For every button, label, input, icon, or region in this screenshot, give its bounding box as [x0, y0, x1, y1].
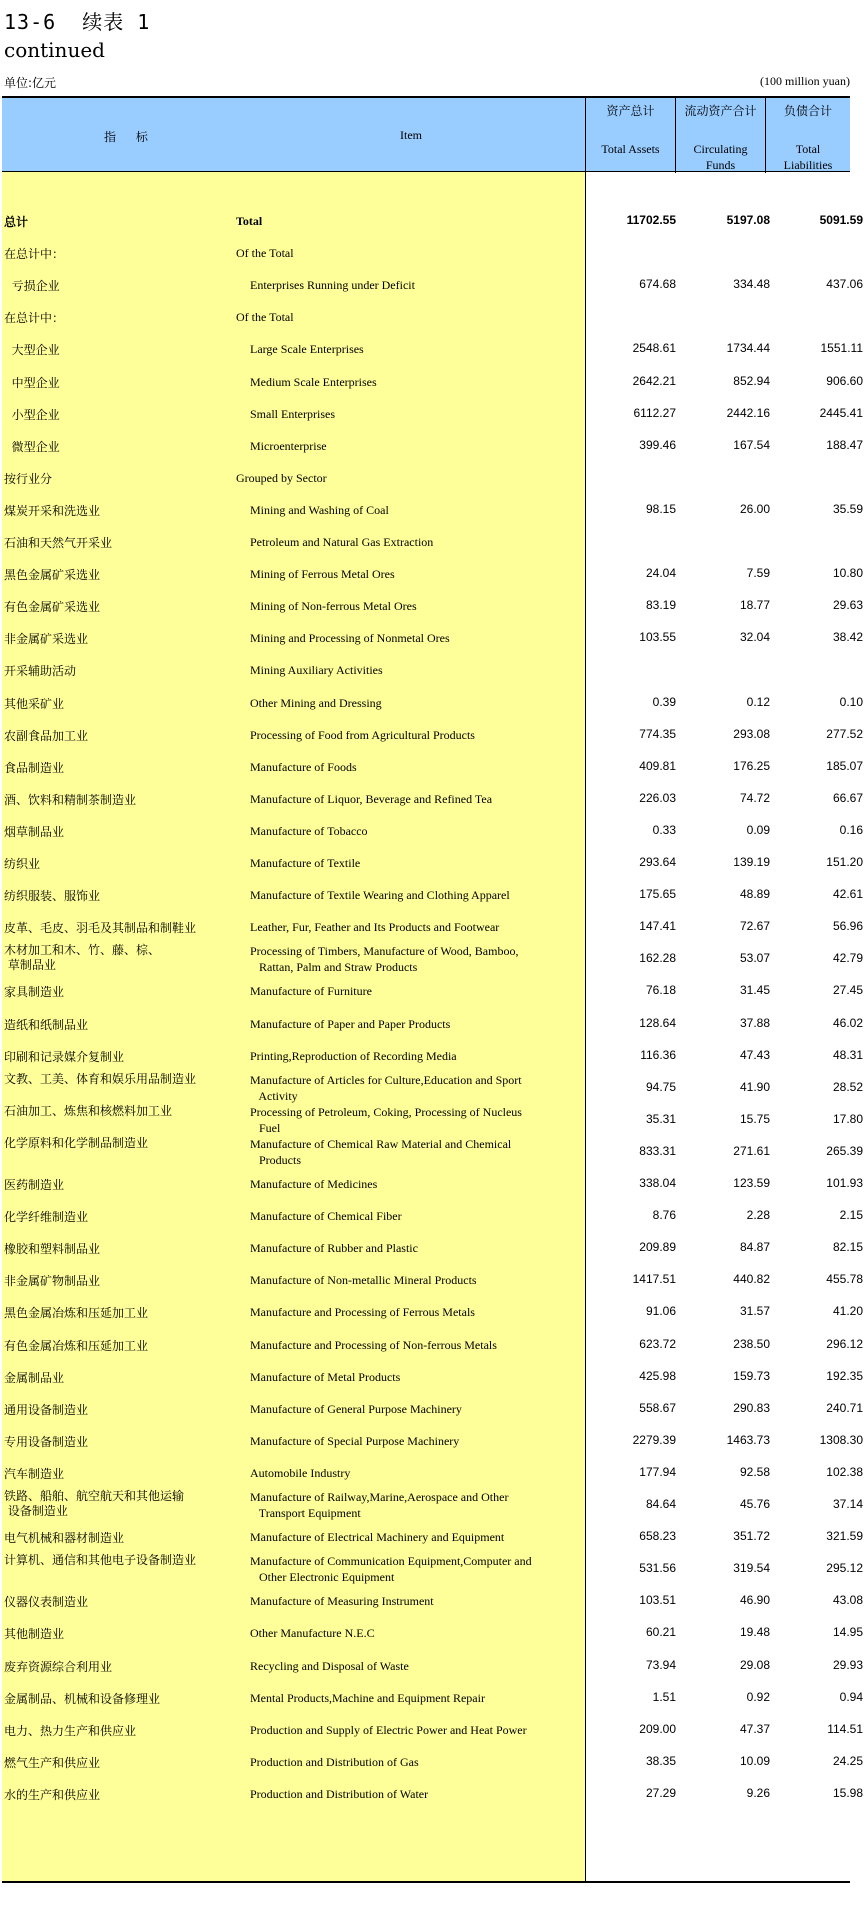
table-number-title: 13-6 续表 1	[4, 10, 151, 34]
row-label-cn: 其他制造业	[4, 1627, 65, 1642]
circulating-funds-cell: 15.75	[739, 1111, 770, 1126]
circulating-funds-cell: 0.12	[746, 694, 770, 709]
circulating-funds-cell: 84.87	[739, 1240, 770, 1255]
row-label-en: Production and Distribution of Water	[250, 1786, 429, 1801]
circulating-funds-cell: 139.19	[733, 855, 770, 869]
row-label-en: Manufacture and Processing of Non-ferrous Metals	[250, 1337, 497, 1352]
table-bottom-rule	[2, 1881, 850, 1883]
total-assets-cell: 658.23	[639, 1529, 676, 1544]
circulating-funds-cell: 238.50	[733, 1336, 770, 1351]
row-label-en: Medium Scale Enterprises	[250, 374, 377, 389]
total-assets-cell: 774.35	[639, 726, 676, 741]
circulating-funds-cell: 45.76	[739, 1497, 770, 1511]
row-label-en: Production and Distribution of Gas	[250, 1754, 419, 1769]
row-label-cn: 在总计中：	[4, 247, 65, 262]
circulating-funds-cell: 271.61	[733, 1143, 770, 1158]
row-label-en: Leather, Fur, Feather and Its Products and Footwear	[250, 920, 500, 935]
row-label-cn: 计算机、通信和其他电子设备制造业	[4, 1553, 197, 1568]
circulating-funds-cell: 123.59	[733, 1176, 770, 1190]
row-label-en: Manufacture of Textile Wearing and Clothing Apparel	[250, 888, 510, 903]
total-assets-cell: 558.67	[639, 1400, 676, 1415]
total-liabilities-cell: 265.39	[826, 1143, 863, 1158]
header-item-en: Item	[400, 128, 422, 142]
total-assets-cell: 147.41	[639, 919, 676, 934]
row-label-en: Microenterprise	[250, 438, 327, 453]
total-liabilities-cell: 192.35	[826, 1368, 863, 1383]
row-label-cn: 化学纤维制造业	[4, 1210, 89, 1225]
header-total-liabilities-cn: 负债合计	[783, 104, 832, 118]
row-label-cn: 煤炭开采和洗选业	[4, 503, 101, 518]
row-label-en: Manufacture of Railway,Marine,Aerospace and Other Transport Equipment	[250, 1490, 509, 1520]
row-label-en: Manufacture and Processing of Ferrous Metals	[250, 1305, 475, 1320]
total-assets-cell: 6112.27	[633, 405, 676, 420]
total-assets-cell: 674.68	[639, 277, 676, 292]
circulating-funds-cell: 10.09	[739, 1753, 770, 1768]
total-assets-cell: 177.94	[639, 1464, 676, 1479]
total-assets-cell: 0.39	[652, 694, 676, 709]
row-label-en: Processing of Food from Agricultural Products	[250, 727, 475, 742]
circulating-funds-cell: 72.67	[739, 919, 770, 934]
row-label-cn: 纺织服装、服饰业	[4, 889, 101, 904]
row-label-en: Manufacture of Medicines	[250, 1177, 378, 1191]
row-label-en: Mining of Ferrous Metal Ores	[250, 567, 395, 582]
header-indicator-cn: 指 标	[104, 130, 156, 144]
row-label-cn: 有色金属矿采选业	[4, 600, 101, 615]
row-label-cn: 在总计中：	[4, 311, 65, 326]
total-liabilities-cell: 151.20	[826, 855, 863, 869]
row-label-en: Manufacture of Non-metallic Mineral Products	[250, 1273, 477, 1288]
total-liabilities-cell: 2.15	[839, 1208, 863, 1223]
circulating-funds-cell: 293.08	[733, 726, 770, 741]
total-liabilities-cell: 42.79	[832, 951, 863, 966]
row-label-en: Manufacture of Rubber and Plastic	[250, 1241, 418, 1256]
total-assets-cell: 209.89	[639, 1240, 676, 1255]
row-label-cn: 其他采矿业	[4, 696, 65, 711]
row-label-cn: 印刷和记录媒介复制业	[4, 1049, 125, 1064]
total-liabilities-cell: 321.59	[826, 1529, 863, 1544]
total-assets-cell: 76.18	[645, 983, 676, 998]
header-circulating-funds-en: Circulating Funds	[693, 142, 748, 172]
total-liabilities-cell: 1308.30	[819, 1432, 863, 1447]
circulating-funds-cell: 2.28	[746, 1208, 770, 1223]
row-label-cn: 化学原料和化学制品制造业	[4, 1135, 149, 1150]
circulating-funds-cell: 29.08	[739, 1657, 770, 1672]
total-liabilities-cell: 27.45	[832, 983, 863, 998]
total-liabilities-cell: 24.25	[832, 1753, 863, 1768]
total-assets-cell: 35.31	[645, 1111, 676, 1126]
row-label-cn: 酒、饮料和精制茶制造业	[4, 792, 137, 807]
circulating-funds-cell: 852.94	[733, 373, 770, 388]
row-label-cn: 中型企业	[4, 375, 60, 390]
row-label-en: Manufacture of Paper and Paper Products	[250, 1016, 451, 1031]
total-assets-cell: 623.72	[639, 1336, 676, 1351]
row-label-cn: 木材加工和木、竹、藤、棕、 草制品业	[4, 943, 161, 973]
circulating-funds-cell: 351.72	[733, 1529, 770, 1544]
row-label-en: Petroleum and Natural Gas Extraction	[250, 535, 434, 549]
circulating-funds-cell: 26.00	[739, 501, 770, 516]
circulating-funds-cell: 176.25	[733, 758, 770, 773]
total-liabilities-cell: 114.51	[827, 1721, 863, 1736]
total-assets-cell: 425.98	[639, 1368, 676, 1383]
row-label-cn: 造纸和纸制品业	[4, 1017, 89, 1032]
total-liabilities-cell: 5091.59	[819, 213, 863, 227]
total-assets-cell: 27.29	[645, 1785, 676, 1800]
total-assets-cell: 103.51	[639, 1593, 676, 1608]
row-label-en: Manufacture of Metal Products	[250, 1369, 401, 1384]
row-label-cn: 废弃资源综合利用业	[4, 1659, 113, 1674]
total-assets-cell: 293.64	[639, 855, 676, 869]
row-label-en: Manufacture of Measuring Instrument	[250, 1594, 434, 1609]
table-header	[2, 96, 850, 172]
row-label-en: Mining and Processing of Nonmetal Ores	[250, 631, 450, 646]
row-label-cn: 文教、工美、体育和娱乐用品制造业	[4, 1071, 197, 1086]
total-assets-cell: 2279.39	[632, 1432, 676, 1447]
circulating-funds-cell: 167.54	[733, 437, 770, 452]
row-label-cn: 纺织业	[4, 857, 41, 871]
total-liabilities-cell: 46.02	[832, 1015, 863, 1030]
total-liabilities-cell: 48.31	[832, 1047, 863, 1062]
total-assets-cell: 94.75	[645, 1079, 676, 1094]
circulating-funds-cell: 1734.44	[726, 341, 770, 356]
row-label-cn: 金属制品、机械和设备修理业	[4, 1691, 161, 1706]
total-assets-cell: 209.00	[639, 1721, 676, 1736]
total-liabilities-cell: 17.80	[832, 1111, 863, 1126]
row-label-en: Recycling and Disposal of Waste	[250, 1658, 409, 1673]
total-liabilities-cell: 43.08	[832, 1593, 863, 1608]
circulating-funds-cell: 32.04	[739, 630, 770, 645]
continued-label: continued	[4, 38, 105, 62]
unit-label-en: (100 million yuan)	[760, 74, 850, 88]
total-assets-cell: 833.31	[639, 1143, 676, 1158]
circulating-funds-cell: 334.48	[733, 277, 770, 292]
total-liabilities-cell: 0.10	[839, 694, 863, 709]
row-label-cn: 石油加工、炼焦和核燃料加工业	[4, 1103, 173, 1118]
row-label-cn: 亏损企业	[4, 279, 60, 294]
row-label-cn: 食品制造业	[4, 760, 65, 775]
total-liabilities-cell: 188.47	[826, 437, 863, 452]
row-label-en: Processing of Timbers, Manufacture of Wood, Bamboo, Rattan, Palm and Straw Products	[250, 944, 519, 975]
row-label-en: Manufacture of Electrical Machinery and Equipment	[250, 1530, 505, 1545]
row-label-en: Manufacture of Chemical Raw Material and Chemical Products	[250, 1136, 512, 1167]
total-liabilities-cell: 82.15	[832, 1240, 863, 1255]
row-label-cn: 家具制造业	[4, 985, 65, 1000]
row-label-en: Printing,Reproduction of Recording Media	[250, 1048, 457, 1063]
row-label-en: Of the Total	[236, 246, 294, 261]
total-liabilities-cell: 29.93	[832, 1657, 863, 1672]
total-liabilities-cell: 0.16	[839, 822, 863, 837]
row-label-cn: 专用设备制造业	[4, 1434, 89, 1449]
total-assets-cell: 84.64	[645, 1497, 676, 1511]
row-label-en: Other Manufacture N.E.C	[250, 1626, 375, 1641]
total-liabilities-cell: 14.95	[832, 1625, 863, 1640]
total-liabilities-cell: 56.96	[832, 919, 863, 934]
total-assets-cell: 338.04	[639, 1176, 676, 1190]
total-liabilities-cell: 29.63	[832, 598, 863, 613]
circulating-funds-cell: 290.83	[733, 1400, 770, 1415]
row-label-en: Enterprises Running under Deficit	[250, 278, 415, 293]
total-assets-cell: 98.15	[645, 501, 676, 516]
total-assets-cell: 531.56	[639, 1561, 676, 1576]
circulating-funds-cell: 19.48	[739, 1625, 770, 1640]
circulating-funds-cell: 53.07	[739, 951, 770, 966]
total-assets-cell: 175.65	[639, 887, 676, 902]
circulating-funds-cell: 5197.08	[726, 213, 770, 227]
column-divider	[585, 172, 586, 1882]
total-liabilities-cell: 296.12	[826, 1336, 863, 1351]
total-assets-cell: 1.51	[652, 1689, 676, 1704]
total-assets-cell: 2548.61	[632, 341, 676, 356]
header-circulating-funds-cn: 流动资产合计	[684, 104, 757, 118]
row-label-cn: 总计	[4, 215, 29, 229]
total-liabilities-cell: 42.61	[832, 887, 863, 902]
total-assets-cell: 1417.51	[632, 1272, 676, 1287]
row-label-cn: 橡胶和塑料制品业	[4, 1242, 101, 1257]
total-assets-cell: 0.33	[652, 822, 676, 837]
row-label-cn: 水的生产和供应业	[4, 1787, 101, 1802]
circulating-funds-cell: 47.43	[739, 1047, 770, 1062]
row-label-cn: 电气机械和器材制造业	[4, 1531, 125, 1546]
circulating-funds-cell: 7.59	[746, 566, 770, 581]
row-label-en: Manufacture of Liquor, Beverage and Refined Tea	[250, 791, 493, 806]
circulating-funds-cell: 0.92	[746, 1689, 770, 1704]
row-label-en: Processing of Petroleum, Coking, Processing of Nucleus Fuel	[250, 1104, 522, 1135]
total-liabilities-cell: 277.52	[826, 726, 863, 741]
total-liabilities-cell: 28.52	[832, 1079, 863, 1094]
total-liabilities-cell: 1551.11	[820, 341, 863, 356]
header-total-liabilities-en: Total Liabilities	[783, 142, 833, 172]
total-assets-cell: 116.36	[640, 1047, 676, 1062]
total-liabilities-cell: 240.71	[826, 1400, 863, 1415]
row-label-cn: 黑色金属冶炼和压延加工业	[4, 1306, 149, 1321]
row-label-en: Other Mining and Dressing	[250, 695, 382, 710]
header-total-liabilities	[765, 98, 850, 173]
total-assets-cell: 60.21	[645, 1625, 676, 1640]
circulating-funds-cell: 0.09	[746, 822, 770, 837]
row-label-en: Mining and Washing of Coal	[250, 502, 389, 517]
total-assets-cell: 226.03	[639, 790, 676, 805]
row-label-cn: 农副食品加工业	[4, 728, 89, 743]
row-label-cn: 铁路、船舶、航空航天和其他运输 设备制造业	[4, 1489, 185, 1518]
total-liabilities-cell: 35.59	[832, 501, 863, 516]
total-liabilities-cell: 102.38	[826, 1464, 863, 1479]
row-label-cn: 微型企业	[4, 439, 60, 454]
total-liabilities-cell: 906.60	[826, 373, 863, 388]
row-label-en: Of the Total	[236, 310, 294, 325]
circulating-funds-cell: 159.73	[733, 1368, 770, 1383]
circulating-funds-cell: 74.72	[739, 790, 770, 805]
row-label-en: Manufacture of Communication Equipment,Computer and Other Electronic Equipment	[250, 1554, 532, 1585]
row-label-en: Manufacture of Special Purpose Machinery	[250, 1433, 460, 1448]
total-assets-cell: 162.28	[639, 951, 676, 966]
total-assets-cell: 91.06	[645, 1304, 676, 1319]
row-label-cn: 汽车制造业	[4, 1466, 65, 1481]
total-assets-cell: 38.35	[645, 1753, 676, 1768]
total-liabilities-cell: 37.14	[832, 1497, 863, 1511]
header-total-assets-en: Total Assets	[601, 142, 660, 156]
header-circulating-funds	[675, 98, 765, 173]
row-label-cn: 燃气生产和供应业	[4, 1755, 101, 1770]
total-liabilities-cell: 437.06	[826, 277, 863, 292]
total-liabilities-cell: 15.98	[832, 1785, 863, 1800]
row-label-en: Manufacture of Furniture	[250, 984, 372, 999]
circulating-funds-cell: 9.26	[746, 1785, 770, 1800]
total-liabilities-cell: 66.67	[832, 790, 863, 805]
circulating-funds-cell: 31.57	[739, 1304, 770, 1319]
row-label-en: Manufacture of Textile	[250, 856, 361, 870]
total-assets-cell: 2642.21	[632, 373, 676, 388]
total-assets-cell: 103.55	[639, 630, 676, 645]
row-label-en: Mental Products,Machine and Equipment Repair	[250, 1690, 485, 1705]
row-label-cn: 按行业分	[4, 471, 53, 486]
row-label-en: Manufacture of General Purpose Machinery	[250, 1401, 462, 1416]
row-label-cn: 非金属矿物制品业	[4, 1274, 101, 1289]
total-liabilities-cell: 41.20	[832, 1304, 863, 1319]
total-liabilities-cell: 101.93	[826, 1176, 863, 1190]
total-assets-cell: 24.04	[645, 566, 676, 581]
row-label-en: Total	[236, 214, 263, 228]
row-label-en: Small Enterprises	[250, 406, 335, 421]
total-liabilities-cell: 185.07	[826, 758, 863, 773]
total-liabilities-cell: 38.42	[832, 630, 863, 645]
circulating-funds-cell: 1463.73	[726, 1432, 770, 1447]
circulating-funds-cell: 31.45	[739, 983, 770, 998]
unit-label-cn: 单位:亿元	[4, 76, 57, 90]
total-liabilities-cell: 295.12	[826, 1561, 863, 1576]
row-label-en: Manufacture of Tobacco	[250, 823, 368, 838]
total-assets-cell: 8.76	[652, 1208, 676, 1223]
row-label-en: Mining Auxiliary Activities	[250, 663, 383, 678]
circulating-funds-cell: 48.89	[739, 887, 770, 902]
row-label-en: Automobile Industry	[250, 1465, 351, 1480]
total-liabilities-cell: 2445.41	[819, 405, 863, 420]
total-assets-cell: 83.19	[645, 598, 676, 613]
circulating-funds-cell: 319.54	[733, 1561, 770, 1576]
row-label-cn: 仪器仪表制造业	[4, 1595, 89, 1610]
circulating-funds-cell: 2442.16	[726, 405, 770, 420]
total-liabilities-cell: 0.94	[839, 1689, 863, 1704]
row-label-cn: 医药制造业	[4, 1178, 65, 1192]
row-label-cn: 有色金属冶炼和压延加工业	[4, 1338, 149, 1353]
header-total-assets	[585, 98, 675, 173]
total-assets-cell: 73.94	[645, 1657, 676, 1672]
circulating-funds-cell: 46.90	[739, 1593, 770, 1608]
total-assets-cell: 409.81	[639, 758, 676, 773]
row-label-en: Manufacture of Foods	[250, 759, 357, 774]
row-label-en: Mining of Non-ferrous Metal Ores	[250, 599, 417, 614]
row-label-en: Manufacture of Articles for Culture,Education and Sport Activity	[250, 1072, 522, 1103]
row-label-cn: 电力、热力生产和供应业	[4, 1723, 137, 1738]
total-liabilities-cell: 455.78	[826, 1272, 863, 1287]
row-label-cn: 黑色金属矿采选业	[4, 568, 101, 583]
total-assets-cell: 11702.55	[626, 213, 676, 227]
row-label-en: Production and Supply of Electric Power and Heat Power	[250, 1722, 527, 1737]
row-label-cn: 大型企业	[4, 343, 60, 358]
row-label-cn: 开采辅助活动	[4, 664, 77, 679]
row-label-cn: 金属制品业	[4, 1370, 65, 1385]
circulating-funds-cell: 37.88	[739, 1015, 770, 1030]
total-assets-cell: 399.46	[639, 437, 676, 452]
total-liabilities-cell: 10.80	[832, 566, 863, 581]
header-total-assets-cn: 资产总计	[606, 104, 655, 118]
row-label-en: Grouped by Sector	[236, 470, 327, 485]
row-label-cn: 通用设备制造业	[4, 1402, 89, 1417]
row-label-cn: 小型企业	[4, 407, 60, 422]
total-assets-cell: 128.64	[639, 1015, 676, 1030]
row-label-en: Manufacture of Chemical Fiber	[250, 1209, 402, 1224]
row-label-cn: 烟草制品业	[4, 824, 65, 839]
row-label-cn: 非金属矿采选业	[4, 632, 89, 647]
circulating-funds-cell: 440.82	[733, 1272, 770, 1287]
row-label-en: Large Scale Enterprises	[250, 342, 364, 357]
circulating-funds-cell: 47.37	[739, 1721, 770, 1736]
circulating-funds-cell: 18.77	[739, 598, 770, 613]
row-label-cn: 皮革、毛皮、羽毛及其制品和制鞋业	[4, 921, 197, 936]
row-label-cn: 石油和天然气开采业	[4, 536, 113, 550]
circulating-funds-cell: 41.90	[739, 1079, 770, 1094]
circulating-funds-cell: 92.58	[739, 1464, 770, 1479]
